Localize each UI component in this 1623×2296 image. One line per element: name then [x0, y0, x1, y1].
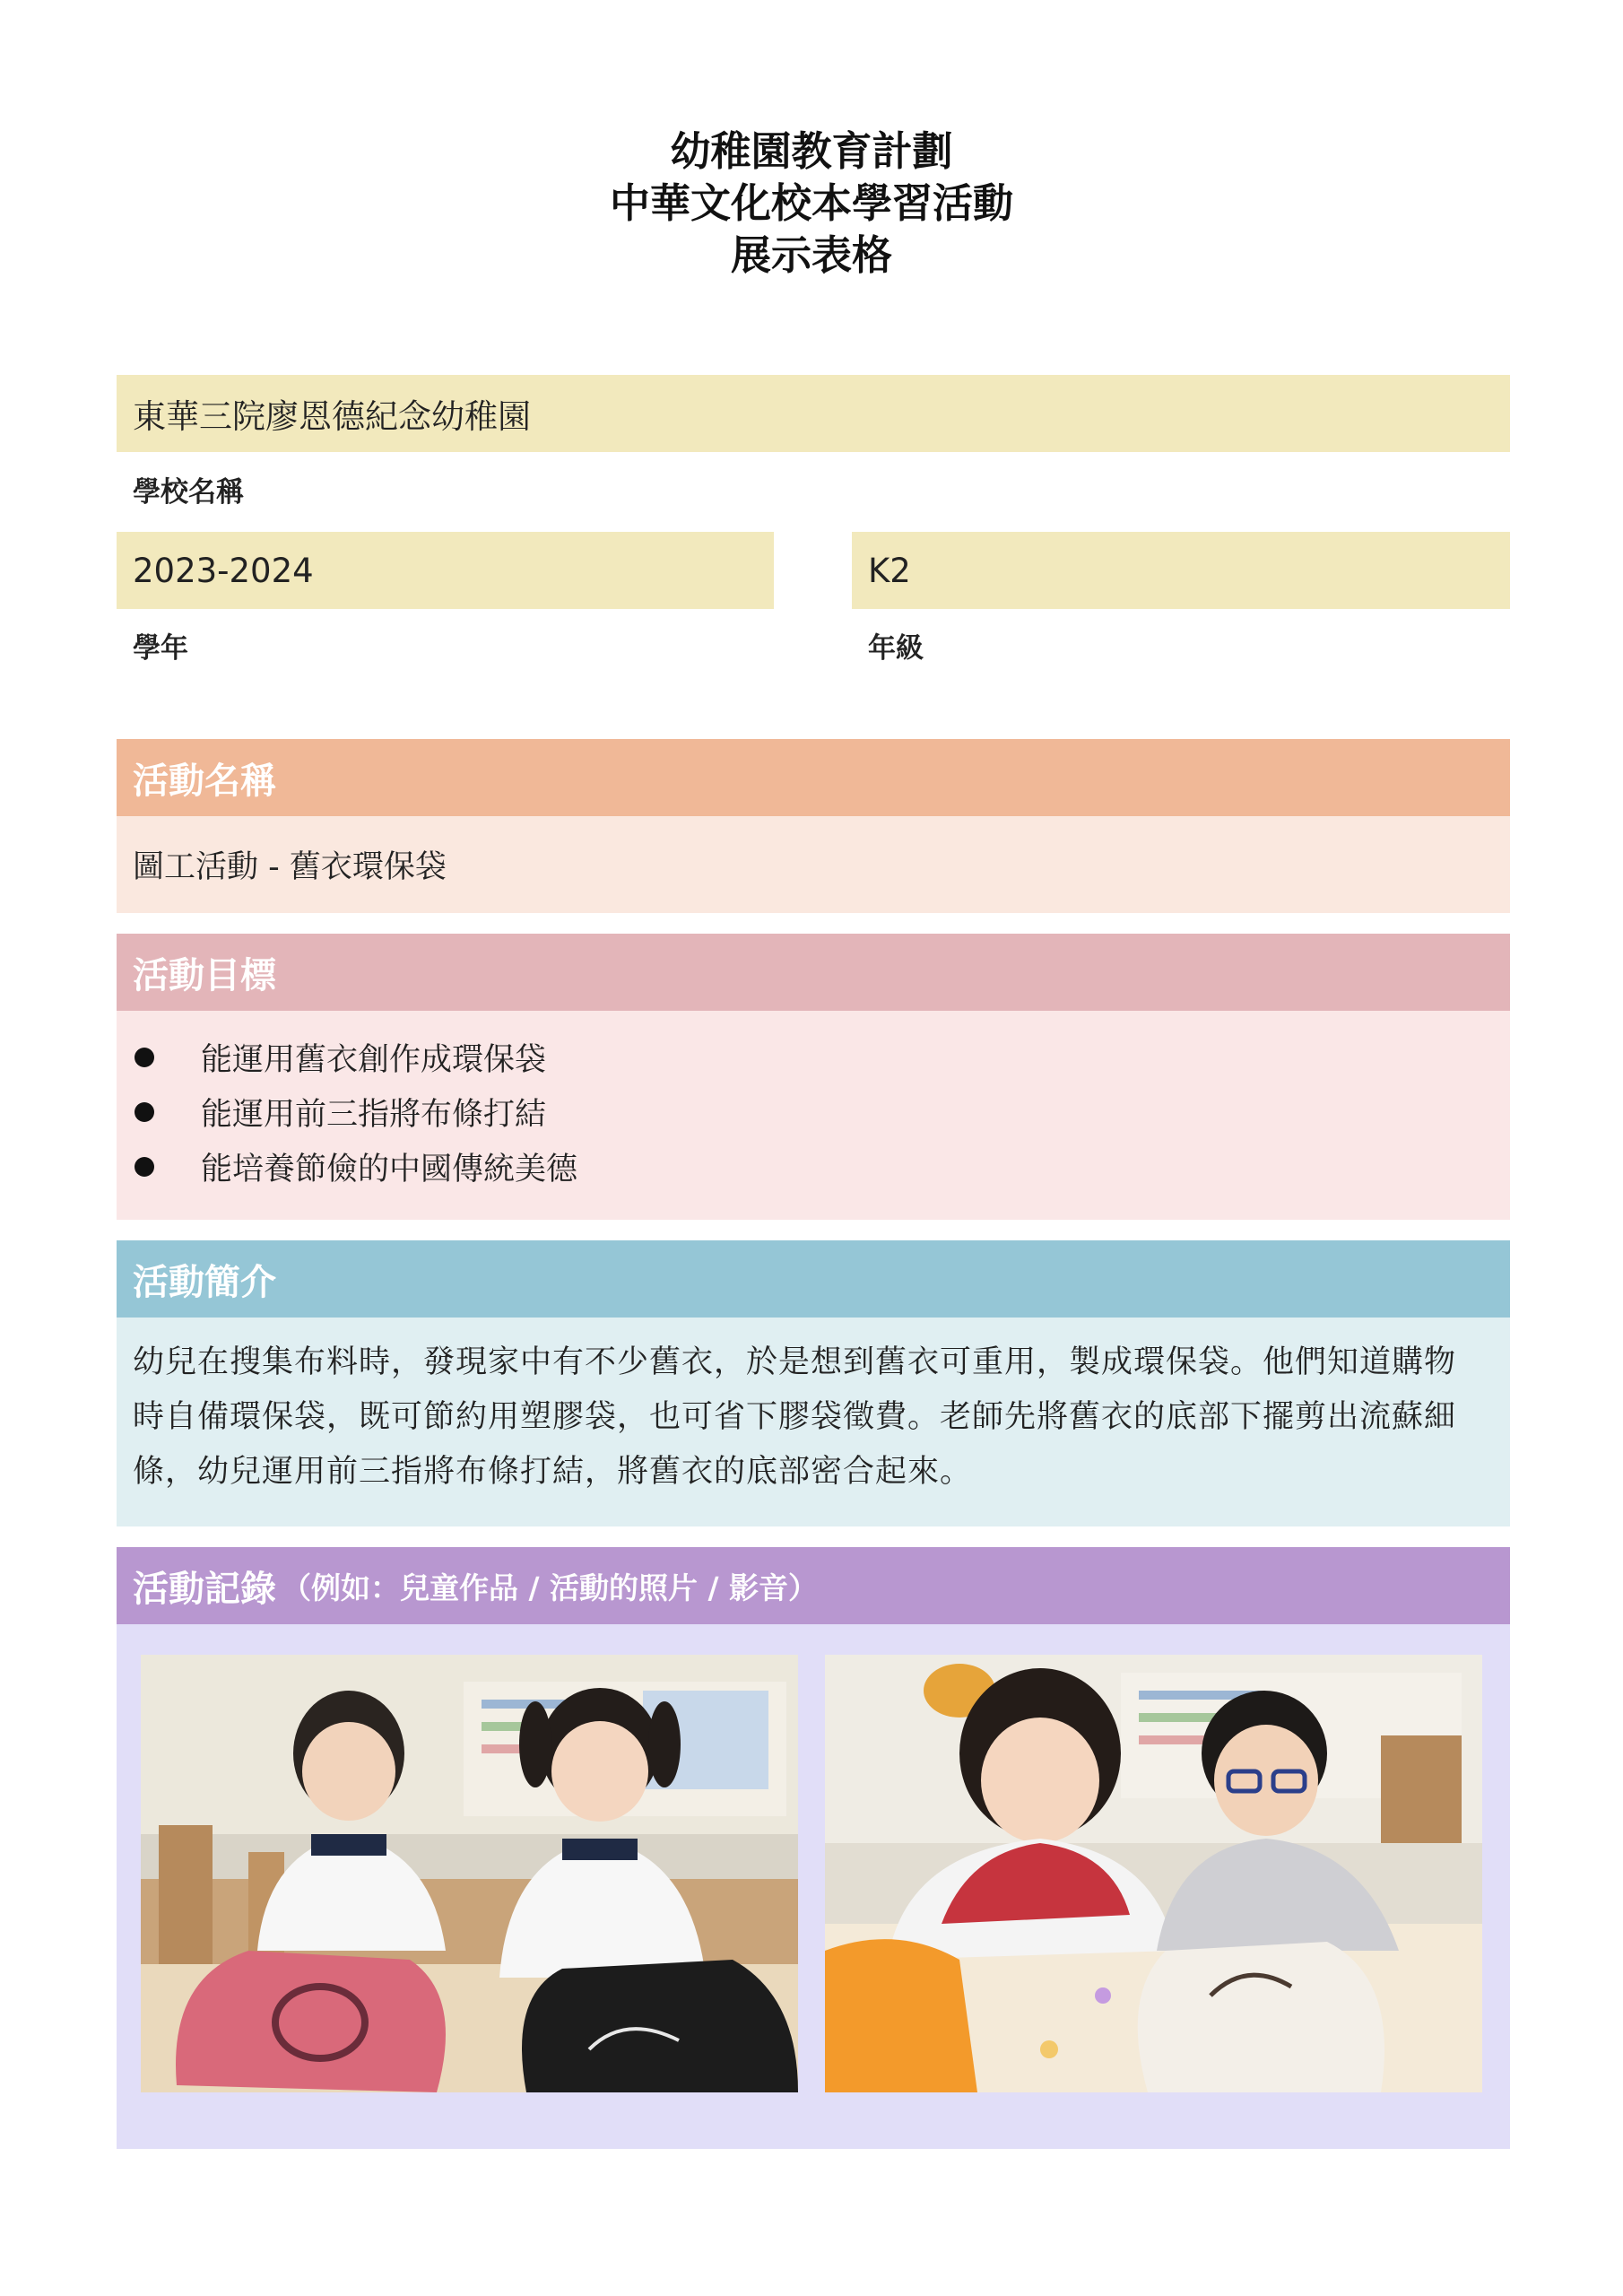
intro-line: 時自備環保袋，既可節約用塑膠袋，也可省下膠袋徵費。老師先將舊衣的底部下擺剪出流蘇細: [133, 1399, 1457, 1435]
photo-2-illustration: [825, 1655, 1482, 2092]
objectives-header: [117, 934, 1510, 1011]
school-name-value: 東華三院廖恩德紀念幼稚園: [133, 397, 531, 436]
photo-1-illustration: [141, 1655, 798, 2092]
objective-text: 能運用前三指將布條打結: [201, 1096, 547, 1133]
title-line-1: 幼稚園教育計劃: [670, 127, 953, 175]
title-line-2: 中華文化校本學習活動: [609, 179, 1013, 227]
intro-line: 幼兒在搜集布料時，發現家中有不少舊衣，於是想到舊衣可重用，製成環保袋。他們知道購物: [133, 1344, 1457, 1380]
grade-field: [852, 532, 1510, 609]
grade-value: K2: [868, 551, 911, 590]
school-year-label: 學年: [133, 632, 188, 665]
activity-photo-1: [141, 1655, 798, 2092]
bullet-icon: [135, 1048, 154, 1067]
record-subheading: （例如：兒童作品 / 活動的照片 / 影音）: [282, 1570, 819, 1605]
bullet-icon: [135, 1157, 154, 1177]
school-year-value: 2023-2024: [133, 551, 314, 590]
objective-text: 能培養節儉的中國傳統美德: [201, 1151, 578, 1187]
school-name-label: 學校名稱: [133, 476, 244, 509]
objective-text: 能運用舊衣創作成環保袋: [201, 1041, 547, 1078]
intro-body: [117, 1318, 1510, 1526]
intro-line: 條，幼兒運用前三指將布條打結，將舊衣的底部密合起來。: [133, 1454, 973, 1490]
record-header: [117, 1547, 1510, 1624]
record-heading: 活動記錄: [133, 1568, 276, 1610]
intro-paragraph: [117, 1318, 1510, 1500]
objectives-heading: 活動目標: [133, 954, 276, 996]
objective-item: [117, 1084, 1510, 1139]
activity-photo-2: [825, 1655, 1482, 2092]
school-year-field: [117, 532, 774, 609]
activity-name-value: 圖工活動 - 舊衣環保袋: [133, 849, 447, 885]
intro-header: [117, 1240, 1510, 1318]
objectives-body: [117, 1011, 1510, 1220]
activity-name-heading: 活動名稱: [133, 760, 276, 802]
objective-item: [117, 1139, 1510, 1194]
bullet-icon: [135, 1102, 154, 1122]
objective-item: [117, 1030, 1510, 1084]
grade-label: 年級: [868, 632, 924, 665]
page-title: [0, 126, 1623, 282]
activity-name-body: [117, 816, 1510, 913]
activity-name-header: [117, 739, 1510, 816]
intro-heading: 活動簡介: [133, 1261, 276, 1303]
school-name-field: [117, 375, 1510, 452]
title-line-3: 展示表格: [730, 231, 892, 279]
